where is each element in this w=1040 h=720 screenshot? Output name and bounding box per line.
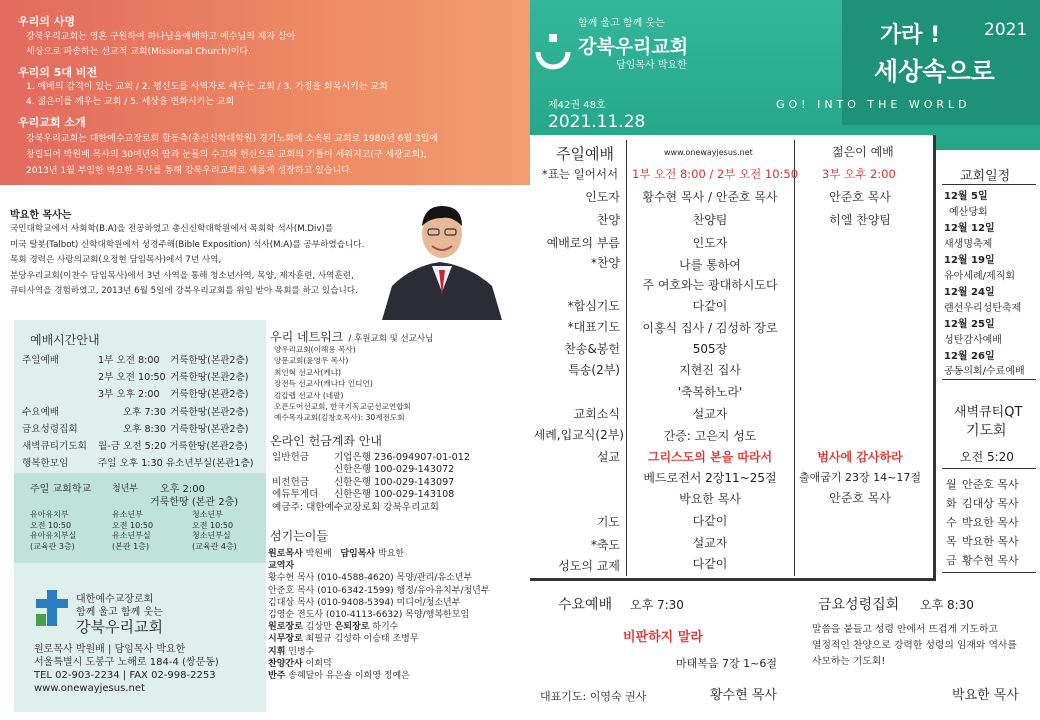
pastor-bio (10, 222, 364, 300)
mission-panel (0, 0, 530, 185)
servant-role: 찬양간사 (268, 658, 303, 669)
calendar-date: 12월 19일 (944, 255, 995, 266)
qt-divider (942, 468, 1036, 469)
servant-line: 황수현 목사 (010-4588-4620) 목양/관리/유소년부 (268, 573, 473, 584)
offering-account: 신한은행 100-029-143072 (334, 464, 455, 476)
qt-leader-row (946, 475, 1019, 494)
qt-leader: 박요한 목사 (962, 535, 1019, 548)
schedule-row (22, 352, 254, 369)
footer-address: 서울특별시 도봉구 노해로 184-4 (쌍문동) (34, 657, 219, 668)
network-item: 최인혁 선교사(케냐) (274, 367, 342, 377)
wednesday-prayer (540, 688, 646, 704)
order-label: 교회소식 (573, 407, 620, 421)
order-divider (626, 140, 627, 576)
intro-line: 2013년 1월 부임한 박요한 목사를 통해 강북우리교회로 새롭게 성장하고 있습니다. (26, 166, 353, 176)
friday-time: 오후 8:30 (920, 598, 974, 612)
youth-sermon-text: 출애굽기 23장 14~17절 (799, 471, 921, 484)
calendar-date: 12월 26일 (944, 351, 995, 362)
qt-leader: 김대상 목사 (962, 497, 1019, 510)
qt-leader: 안준호 목사 (962, 478, 1019, 491)
schedule-place: 유소년부실(본관1층) (165, 458, 254, 470)
theme-english: GO! INTO THE WORLD (776, 98, 971, 111)
schedule-name: 수요예배 (22, 406, 60, 418)
mission-line: 세상으로 파송하는 선교적 교회(Missional Church)이다. (26, 47, 251, 57)
qt-day: 목 (946, 535, 957, 548)
order-value: 다같이 (692, 557, 728, 571)
school-title: 주일 교회학교 (30, 484, 92, 495)
footer-pastors: 원로목사 박원배 | 담임목사 박요한 (34, 644, 186, 655)
offering-account: 신한은행 100-029-143097 (334, 476, 455, 488)
calendar-event: 성탄감사예배 (944, 335, 1002, 346)
pastor-bio-line: 미국 탈봇(Talbot) 신학대학원에서 성경주해(Bible Exposition) 석사(M.A)를 공부하였습니다. (10, 239, 365, 250)
dept-time: 오전 10:50 (192, 520, 234, 530)
network-list (274, 344, 411, 424)
servant-line (268, 646, 490, 658)
pastor-line: 담임목사 박요한 (616, 60, 687, 71)
vision-line: 1. 예배의 감격이 있는 교회 / 2. 평신도를 사역자로 세우는 교회 / 3. 가정을 회복시키는 교회 (26, 82, 388, 92)
qt-day: 수 (946, 516, 957, 529)
qt-leader: 황수현 목사 (962, 554, 1019, 567)
school-place: 거룩한땅 (본관 2층) (150, 497, 239, 508)
schedule-row (22, 386, 254, 403)
dept-time: 오전 10:50 (112, 520, 154, 530)
order-label: 찬양 (596, 213, 620, 227)
qt-leader-row (946, 494, 1019, 513)
theme-line1: 가라 ! (880, 23, 941, 48)
schedule-place: 거룩한땅(본관2층) (170, 423, 249, 435)
schedule-row (22, 455, 254, 472)
dept-name: 청소년부 (192, 510, 223, 519)
order-value: 설교자 (692, 407, 728, 421)
youth-preacher: 안준호 목사 (829, 491, 891, 505)
wednesday-text: 마태복음 7장 1~6절 (676, 657, 777, 670)
website[interactable]: www.onewayjesus.net (664, 148, 753, 157)
mission-line: 강북우리교회는 영혼 구원하여 하나님을예배하고 예수님의 제자 삼아 (26, 32, 296, 42)
order-value: 인도자 (692, 236, 728, 250)
wednesday-title: 수요예배 (558, 597, 613, 613)
sunday-title: 주일예배 (556, 145, 614, 163)
schedule-time: 2부 오전 10:50 (98, 372, 166, 384)
qt-leader: 박요한 목사 (962, 516, 1019, 529)
sermon-title: 그리스도의 본을 따라서 (647, 450, 773, 464)
servant-line: 김영순 전도사 (010-4113-6632) 목양/행복한모임 (268, 610, 470, 621)
schedule-row (22, 421, 254, 438)
servant-name: 하기수 (372, 622, 399, 633)
denomination-cross-icon (36, 590, 68, 626)
dept-time: 오전 10:50 (30, 520, 72, 530)
qt-time: 오전 5:20 (960, 450, 1014, 464)
youth-value: 안준호 목사 (829, 190, 891, 204)
schedule-row (22, 438, 254, 455)
church-name: 강북우리교회 (578, 36, 689, 58)
dept-col (192, 510, 237, 552)
order-value: 이홍식 집사 / 김성하 장로 (642, 321, 778, 335)
schedule-place: 거룩한땅(본관2층) (170, 372, 249, 384)
school-time: 오후 2:00 (160, 484, 205, 495)
network-item: 김갑렙 선교사 (네팔) (274, 390, 344, 400)
friday-desc-line: 열정적인 찬양으로 강력한 성령의 임재와 역사를 (812, 640, 1017, 651)
order-label: 성도의 교제 (558, 559, 620, 573)
order-label: *찬양 (590, 256, 620, 270)
offering-account: 신한은행 100-029-143108 (334, 489, 455, 501)
schedule-name: 행복한모임 (22, 458, 69, 470)
theme-year: 2021 (984, 20, 1028, 40)
dept-col (30, 510, 76, 552)
calendar-event: 예산당회 (949, 207, 988, 218)
servant-role: 담임목사 (340, 549, 376, 559)
offering-label: 일반헌금 (272, 452, 310, 463)
servant-name: 최필규 김성하 이승태 조병무 (305, 634, 419, 645)
wednesday-preacher: 황수현 목사 (710, 688, 777, 703)
order-label: *합심기도 (567, 299, 620, 313)
order-value: 505장 (692, 342, 728, 356)
offering-row (272, 489, 470, 501)
schedule-time: 오후 7:30 (122, 406, 166, 418)
sermon-preacher: 박요한 목사 (679, 492, 741, 506)
mission-title: 우리의 사명 (18, 15, 75, 28)
qt-leaders (946, 475, 1019, 570)
order-divider (794, 140, 795, 576)
schedule-time: 3부 오후 2:00 (98, 389, 160, 401)
network-subtitle: / 후원교회 및 선교사님 (348, 334, 434, 344)
footer-tel: TEL 02-903-2234 | FAX 02-998-2253 (34, 670, 216, 681)
servant-line (268, 670, 490, 682)
pastor-bio-line: 목회 경력은 사랑의교회(오정현 담임목사)에서 7년 사역, (10, 255, 222, 265)
stand-note: *표는 일어서서 (542, 167, 619, 181)
footer-slogan: 함께 울고 함께 웃는 (76, 607, 163, 618)
network-item: 양우리교회(이해용 목사) (274, 345, 356, 354)
servant-name: 김상만 (305, 622, 332, 633)
wednesday-sermon-title: 비판하지 말라 (623, 630, 703, 645)
schedule-place: 거룩한땅(본관2층) (170, 389, 249, 401)
qt-day: 월 (946, 478, 957, 491)
servant-name: 박요한 (378, 549, 405, 559)
network-item: 장전득 선교사(캐나다 인디언) (274, 379, 373, 389)
order-label: *축도 (590, 538, 620, 552)
footer-church-name: 강북우리교회 (76, 618, 163, 636)
order-label: 찬송&봉헌 (564, 342, 620, 356)
network-item: 양문교회(윤영우 목사) (274, 356, 349, 366)
friday-preacher: 박요한 목사 (952, 688, 1019, 703)
servant-line (268, 548, 490, 560)
dept-location: (본관 1층) (112, 541, 150, 551)
order-value: 설교자 (692, 536, 728, 550)
schedule-table (22, 352, 254, 472)
servant-line (268, 621, 490, 633)
qt-day: 화 (946, 497, 957, 510)
footer-contact (34, 643, 219, 695)
network-item: 오픈도어선교회, 한국기독교군선교연합회 (274, 402, 411, 412)
prayer-label: 대표기도: (540, 690, 587, 703)
offering-row (272, 464, 470, 476)
issue-number: 제42권 48호 (548, 100, 606, 111)
dept-room: 청소년부실 (192, 531, 231, 540)
offering-label: 에듀투게더 (272, 489, 319, 501)
offering-row (272, 477, 470, 489)
offering-title: 온라인 헌금계좌 안내 (270, 434, 382, 448)
calendar-date: 12월 12일 (944, 223, 995, 234)
friday-desc-line: 말씀을 붙들고 성령 안에서 뜨겁게 기도하고 (812, 624, 998, 635)
order-value: 간증: 고은지 성도 (663, 429, 757, 443)
servants-title: 섬기는이들 (270, 529, 328, 543)
schedule-name: 금요성령집회 (22, 423, 78, 435)
schedule-place: 거룩한땅(본관2층) (169, 441, 248, 453)
calendar-divider (942, 184, 1036, 185)
offering-row (272, 452, 470, 464)
intro-line: 강북우리교회는 대한예수교장로회 합동측(총신신학대학원) 경기노회에 소속된 교회로 1980년 6월 3일에 (26, 134, 439, 144)
pastor-bio-line: 큐티사역을 경험하였고, 2013년 6월 5일에 강북우리교회를 위임 받아 목회를 하고 있습니다. (10, 286, 358, 296)
offering-account: 기업은행 236-094907-01-012 (334, 452, 470, 463)
network-item: 예수목자교회(김창호목사): 30계전도회 (274, 413, 405, 423)
pastor-photo (382, 196, 502, 320)
calendar-event: 새생명축제 (944, 239, 993, 250)
footer-website[interactable]: www.onewayjesus.net (34, 683, 145, 694)
calendar-divider (942, 379, 1036, 380)
pastor-bio-title: 박요한 목사는 (10, 210, 72, 221)
calendar-date: 12월 24일 (944, 287, 995, 298)
dept-location: (교육관 3층) (30, 541, 75, 551)
friday-desc-line: 사모하는 기도회! (812, 656, 886, 667)
order-value: '축복하노라' (677, 385, 743, 399)
prayer-person: 이영숙 권사 (589, 690, 647, 703)
servant-line (268, 633, 490, 645)
order-label: 인도자 (585, 190, 620, 204)
schedule-row (22, 369, 254, 386)
sunday-time: 1부 오전 8:00 / 2부 오전 10:50 (632, 167, 799, 181)
schedule-place: 거룩한땅(본관2층) (170, 355, 249, 366)
calendar-date: 12월 25일 (944, 319, 995, 330)
schedule-title: 예배시간안내 (30, 333, 100, 347)
youth-time: 3부 오후 2:00 (822, 167, 896, 181)
network-title: 우리 네트워크 (270, 330, 344, 344)
order-value: 나를 통하여 (679, 258, 741, 272)
intro-title: 우리교회 소개 (18, 116, 86, 129)
pastor-bio-line: 분당우리교회(이찬수 담임목사)에서 3년 사역을 통해 청소년사역, 목양, 제자훈련, 사역훈련, (10, 270, 354, 281)
friday-title: 금요성령집회 (818, 597, 900, 613)
schedule-row (22, 404, 254, 421)
youth-sermon-title: 범사에 감사하라 (817, 450, 903, 464)
calendar-date: 12월 5일 (944, 191, 988, 202)
servant-name: 송혜달아 유은솔 이희영 정예은 (288, 671, 410, 682)
order-label: 설교 (596, 450, 620, 464)
order-label: 기도 (596, 515, 620, 529)
qt-title: 새벽큐티QT (954, 405, 1023, 420)
servant-role: 은퇴장로 (334, 622, 370, 633)
order-value: 지현진 집사 (679, 363, 741, 377)
network-header (270, 326, 433, 345)
order-value: 황수현 목사 / 안준호 목사 (642, 190, 778, 204)
dept-room: 유아유치부실 (30, 531, 77, 540)
school-dept: 청년부 (112, 484, 139, 494)
servant-role: 교역자 (268, 561, 295, 572)
servant-name: 민병수 (288, 646, 315, 657)
schedule-place: 거룩한땅(본관2층) (170, 406, 249, 418)
order-label: *대표기도 (567, 320, 620, 334)
dept-location: (교육관 4층) (192, 541, 237, 551)
theme-line2: 세상속으로 (874, 57, 995, 86)
servant-role: 반주 (268, 671, 286, 682)
header-slogan: 함께 울고 함께 웃는 (578, 18, 665, 29)
servant-name: 박원배 (305, 549, 332, 559)
vision-line: 4. 젊은이를 깨우는 교회 / 5. 세상을 변화시키는 교회 (26, 97, 235, 107)
qt-divider (942, 572, 1036, 573)
sermon-text: 베드로전서 2장11~25절 (643, 471, 777, 485)
servant-role: 시무장로 (268, 634, 303, 645)
servant-role: 원로장로 (268, 622, 303, 633)
youth-title: 젊은이 예배 (832, 145, 894, 159)
order-value: 다같이 (692, 299, 728, 313)
calendar-event: 공동의회/수료예배 (944, 366, 1025, 377)
qt-leader-row (946, 532, 1019, 551)
order-label: 특송(2부) (568, 363, 620, 377)
church-logo-icon (535, 34, 571, 74)
calendar-event: 유아세례/제직회 (944, 271, 1015, 282)
order-value: 주 여호와는 광대하시도다 (642, 278, 778, 292)
wednesday-time: 오후 7:30 (630, 598, 684, 612)
servant-line (268, 658, 490, 670)
schedule-time: 주일 오후 1:30 (98, 458, 163, 470)
order-label: 예배로의 부름 (546, 236, 620, 250)
qt-title-2: 기도회 (966, 423, 1007, 439)
order-label: 세례,입교식(2부) (533, 428, 624, 442)
vision-title: 우리의 5대 비전 (18, 66, 98, 79)
youth-value: 히엘 찬양팀 (829, 213, 891, 227)
offering-holder: 예금주: 대한예수교장로회 강북우리교회 (272, 501, 439, 513)
schedule-time: 오후 8:30 (122, 423, 166, 435)
pastor-bio-line: 국민대학교에서 사회학(B.A)을 전공하였고 총신신학대학원에서 목회학 석사(M.Div)를 (10, 224, 334, 234)
qt-leader-row (946, 513, 1019, 532)
friday-desc (812, 622, 1017, 670)
dept-col (112, 510, 153, 552)
schedule-name: 주일예배 (22, 355, 60, 366)
schedule-time: 1부 오전 8:00 (98, 355, 160, 366)
servant-line (268, 560, 490, 572)
footer-org: 대한예수교장로회 (76, 594, 154, 605)
dept-name: 유소년부 (112, 510, 143, 519)
servant-role: 지휘 (268, 646, 286, 657)
calendar-title: 교회일정 (960, 169, 1011, 184)
offering-label: 비전헌금 (272, 476, 310, 488)
qt-leader-row (946, 551, 1019, 570)
schedule-time: 월-금 오전 5:20 (98, 441, 167, 453)
qt-day: 금 (946, 554, 957, 567)
order-value: 다같이 (692, 514, 728, 528)
schedule-name: 새벽큐티기도회 (22, 441, 87, 453)
dept-room: 유소년부실 (112, 531, 151, 540)
offering-table (272, 452, 470, 514)
servant-role: 원로목사 (268, 549, 303, 559)
issue-date: 2021.11.28 (548, 112, 646, 132)
order-value: 찬양팀 (692, 213, 728, 227)
dept-name: 유아유치부 (30, 510, 69, 519)
intro-line: 창립되어 박원배 목사의 30여년의 땀과 눈물의 수고와 헌신으로 교회의 기틀이 세워지고(구 세광교회), (26, 150, 427, 160)
servants-list (268, 548, 490, 682)
servant-line: 김대상 목사 (010-9408-5394) 미디어/청소년부 (268, 597, 461, 608)
servant-line: 안준호 목사 (010-6342-1599) 행정/유아유치부/청년부 (268, 585, 490, 596)
calendar-event: 랜선우리성탄축제 (944, 303, 1022, 314)
servant-name: 이희덕 (305, 658, 332, 669)
